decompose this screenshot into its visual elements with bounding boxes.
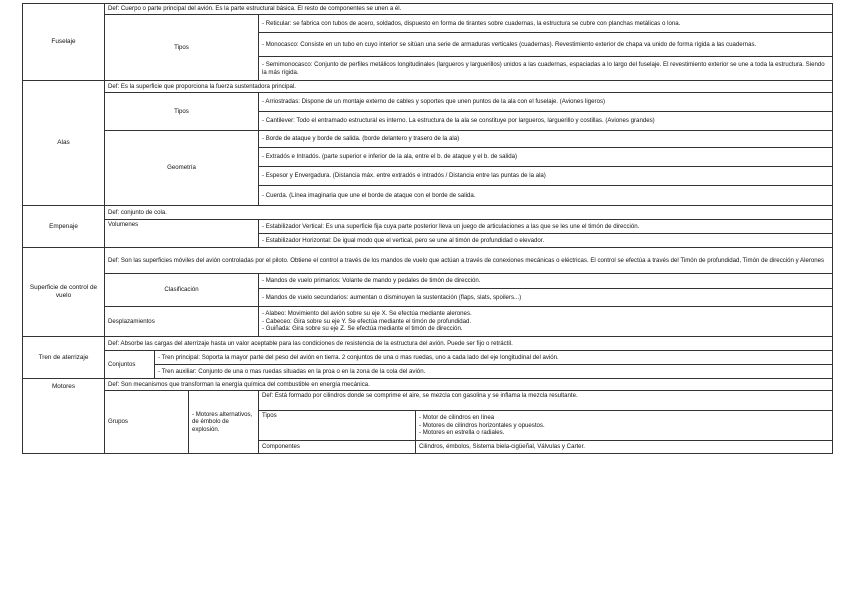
motores-tipos-list xyxy=(416,411,833,441)
control-cabeceo: - Cabeceo: Gira sobre su eje Y. Se efectúa mediante el timón de profundidad. xyxy=(262,317,472,325)
empenaje-volumenes-label: Volumenes xyxy=(105,220,259,248)
tren-conjuntos-label: Conjuntos xyxy=(105,351,155,379)
alas-geometria-extrados: - Extradós e Intradós. (parte superior e inferior de la ala, entre el b. de ataque y el b. de salida) xyxy=(259,148,833,167)
control-clasificacion-label: Clasificación xyxy=(105,274,259,307)
motores-componentes: Cilindros, émbolos, Sistema biela-cigüeñal, Válvulas y Carter. xyxy=(416,441,833,454)
control-desplazamientos-label: Desplazamientos xyxy=(105,307,259,337)
motores-tipos-label: Tipos xyxy=(259,411,416,441)
alas-tipos-label: Tipos xyxy=(105,93,259,131)
empenaje-estabilizador-horizontal: - Estabilizador Horizontal: De igual modo que el vertical, pero se une al timón de profundidad o elevador. xyxy=(259,234,833,248)
fuselaje-tipo-monocasco: - Monocasco: Consiste en un tubo en cuyo interior se sitúan una serie de armaduras verticales (cuadernas). Revestimiento exterior de chapa va unido de forma rígida a las cuadernas. xyxy=(259,33,833,57)
fuselaje-tipos-label: Tipos xyxy=(105,15,259,81)
tren-principal: - Tren principal: Soporta la mayor parte del peso del avión en tierra. 2 conjuntos de una o mas ruedas, uno a cada lado del eje longitudinal del avión. xyxy=(155,351,833,365)
section-tren: Tren de aterrizaje xyxy=(23,337,105,379)
motores-grupos-label: Grupos xyxy=(105,391,189,454)
section-motores: Motores xyxy=(23,379,105,454)
empenaje-def: Def: conjunto de cola. xyxy=(105,206,833,220)
control-mandos-primarios: - Mandos de vuelo primarios: Volante de mando y pedales de timón de dirección. xyxy=(259,274,833,289)
control-desplazamientos-list xyxy=(259,307,833,337)
motor-tipo-opuestos: - Motores de cilindros horizontales y opuestos. xyxy=(419,421,545,429)
alas-tipo-arriostradas: - Arriostradas: Dispone de un montaje externo de cables y soportes que unen puntos de la ala con el fuselaje. (Aviones ligeros) xyxy=(259,93,833,112)
aircraft-components-table xyxy=(22,3,833,454)
motores-componentes-label: Componentes xyxy=(259,441,416,454)
control-alabeo: - Alabeo: Movimiento del avión sobre su eje X. Se efectúa mediante alerones. xyxy=(262,310,472,318)
section-fuselaje: Fuselaje xyxy=(23,4,105,81)
alas-geometria-borde: - Borde de ataque y borde de salida. (borde delantero y trasero de la ala) xyxy=(259,131,833,148)
alas-def: Def: Es la superficie que proporciona la fuerza sustentadora principal. xyxy=(105,81,833,93)
section-empenaje: Empenaje xyxy=(23,206,105,248)
control-mandos-secundarios: - Mandos de vuelo secundarios: aumentan o disminuyen la sustentación (flaps, slats, spoilers...) xyxy=(259,289,833,307)
tren-def: Def: Absorbe las cargas del aterrizaje hasta un valor aceptable para las condiciones de resistencia de la estructura del avión. Puede ser fijo o retráctil. xyxy=(105,337,833,351)
motores-alternativos-def: Def: Está formado por cilindros donde se comprime el aire, se mezcla con gasolina y se inflama la mezcla resultante. xyxy=(259,391,833,411)
motor-tipo-linea: - Motor de cilindros en línea xyxy=(419,414,495,422)
alas-geometria-cuerda: - Cuerda. (Línea imaginaria que une el borde de ataque con el borde de salida. xyxy=(259,186,833,206)
alas-geometria-label: Geometría xyxy=(105,131,259,206)
section-control: Superficie de control de vuelo xyxy=(23,248,105,337)
fuselaje-tipo-semimonocasco: - Semimonocasco: Conjunto de perfiles metálicos longitudinales (largueros y larguerillos) unidos a las cuadernas, espaciadas a lo largo del fuselaje. El revestimiento exterior se une a toda la estructura. Siendo la más rígida. xyxy=(259,57,833,81)
motor-tipo-estrella: - Motores en estrella o radiales. xyxy=(419,429,505,437)
fuselaje-def: Def: Cuerpo o parte principal del avión. Es la parte estructural básica. El resto de componentes se unen a él. xyxy=(105,4,833,15)
control-def: Def: Son las superficies móviles del avión controladas por el piloto. Obtiene el control a través de los mandos de vuelo que actúan a través de conexiones mecánicas o eléctricas. El control se efectúa a través del Timón de profundidad, Timón de dirección y Alerones xyxy=(105,248,833,274)
tren-auxiliar: - Tren auxiliar: Conjunto de una o mas ruedas situadas en la proa o en la zona de la cola del avión. xyxy=(155,365,833,379)
motores-alternativos: - Motores alternativos, de émbolo de explosión. xyxy=(189,391,259,454)
section-alas: Alas xyxy=(23,81,105,206)
fuselaje-tipo-reticular: - Reticular: se fabrica con tubos de acero, soldados, dispuesto en forma de tirantes sobre cuadernas, la estructura se cubre con planchas metálicas o lona. xyxy=(259,15,833,33)
control-guinada: - Guiñada: Gira sobre su eje Z. Se efectúa mediante el timón de dirección. xyxy=(262,325,463,333)
alas-tipo-cantilever: - Cantilever: Todo el entramado estructural es interno. La estructura de la ala se constituye por largueros, larguerillo y costillas. (Aviones grandes) xyxy=(259,112,833,131)
motores-def: Def: Son mecanismos que transforman la energía química del combustible en energía mecánica. xyxy=(105,379,833,391)
alas-geometria-espesor: - Espesor y Envergadura. (Distancia máx. entre extradós e intradós / Distancia entre las puntas de la ala) xyxy=(259,167,833,186)
empenaje-estabilizador-vertical: - Estabilizador Vertical: Es una superficie fija cuya parte posterior lleva un juego de articulaciones a las que se les une el timón de dirección. xyxy=(259,220,833,234)
